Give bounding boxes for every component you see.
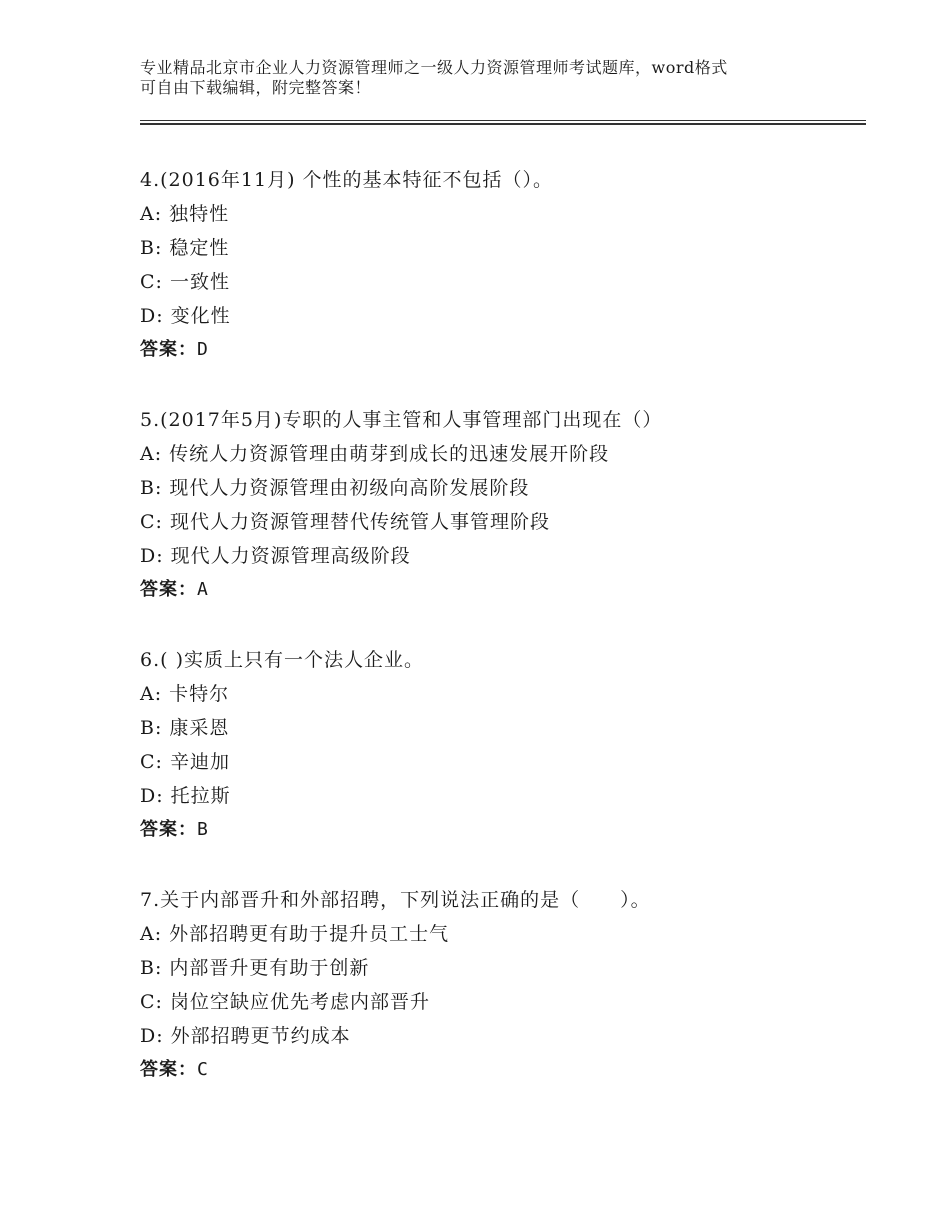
header-divider xyxy=(140,120,866,125)
option-d: D: 现代人力资源管理高级阶段 xyxy=(140,545,411,567)
question-4 xyxy=(140,163,860,367)
option-c: C: 现代人力资源管理替代传统管人事管理阶段 xyxy=(140,511,550,533)
option-c: C: 辛迪加 xyxy=(140,751,230,773)
option-a: A: 传统人力资源管理由萌芽到成长的迅速发展开阶段 xyxy=(140,443,610,465)
option-b: B: 现代人力资源管理由初级向高阶发展阶段 xyxy=(140,477,530,499)
question-stem: 4.(2016年11月) 个性的基本特征不包括（）。 xyxy=(140,169,554,191)
document-header xyxy=(140,58,840,98)
answer-line xyxy=(140,813,860,847)
answer-label: 答案： xyxy=(140,1059,197,1080)
header-line-2: 可自由下载编辑，附完整答案！ xyxy=(140,78,372,97)
question-stem: 7.关于内部晋升和外部招聘，下列说法正确的是（ ）。 xyxy=(140,889,651,911)
answer-label: 答案： xyxy=(140,579,197,600)
option-d: D: 托拉斯 xyxy=(140,785,231,807)
option-b: B: 内部晋升更有助于创新 xyxy=(140,957,370,979)
option-d: D: 变化性 xyxy=(140,305,231,327)
answer-value: C xyxy=(197,1059,209,1080)
answer-line xyxy=(140,333,860,367)
question-stem: 6.( )实质上只有一个法人企业。 xyxy=(140,649,424,671)
option-b: B: 康采恩 xyxy=(140,717,230,739)
answer-line xyxy=(140,1053,860,1087)
question-6 xyxy=(140,643,860,847)
option-c: C: 一致性 xyxy=(140,271,230,293)
question-7 xyxy=(140,883,860,1087)
answer-value: A xyxy=(197,579,209,600)
answer-value: D xyxy=(197,339,209,360)
header-line-1: 专业精品北京市企业人力资源管理师之一级人力资源管理师考试题库，word格式 xyxy=(140,58,728,77)
option-a: A: 卡特尔 xyxy=(140,683,230,705)
answer-label: 答案： xyxy=(140,819,197,840)
option-a: A: 外部招聘更有助于提升员工士气 xyxy=(140,923,450,945)
answer-line xyxy=(140,573,860,607)
answer-value: B xyxy=(197,819,209,840)
question-stem: 5.(2017年5月)专职的人事主管和人事管理部门出现在（） xyxy=(140,409,663,431)
answer-label: 答案： xyxy=(140,339,197,360)
option-d: D: 外部招聘更节约成本 xyxy=(140,1025,351,1047)
option-c: C: 岗位空缺应优先考虑内部晋升 xyxy=(140,991,430,1013)
option-a: A: 独特性 xyxy=(140,203,230,225)
question-list xyxy=(140,163,860,1123)
option-b: B: 稳定性 xyxy=(140,237,230,259)
question-5 xyxy=(140,403,860,607)
